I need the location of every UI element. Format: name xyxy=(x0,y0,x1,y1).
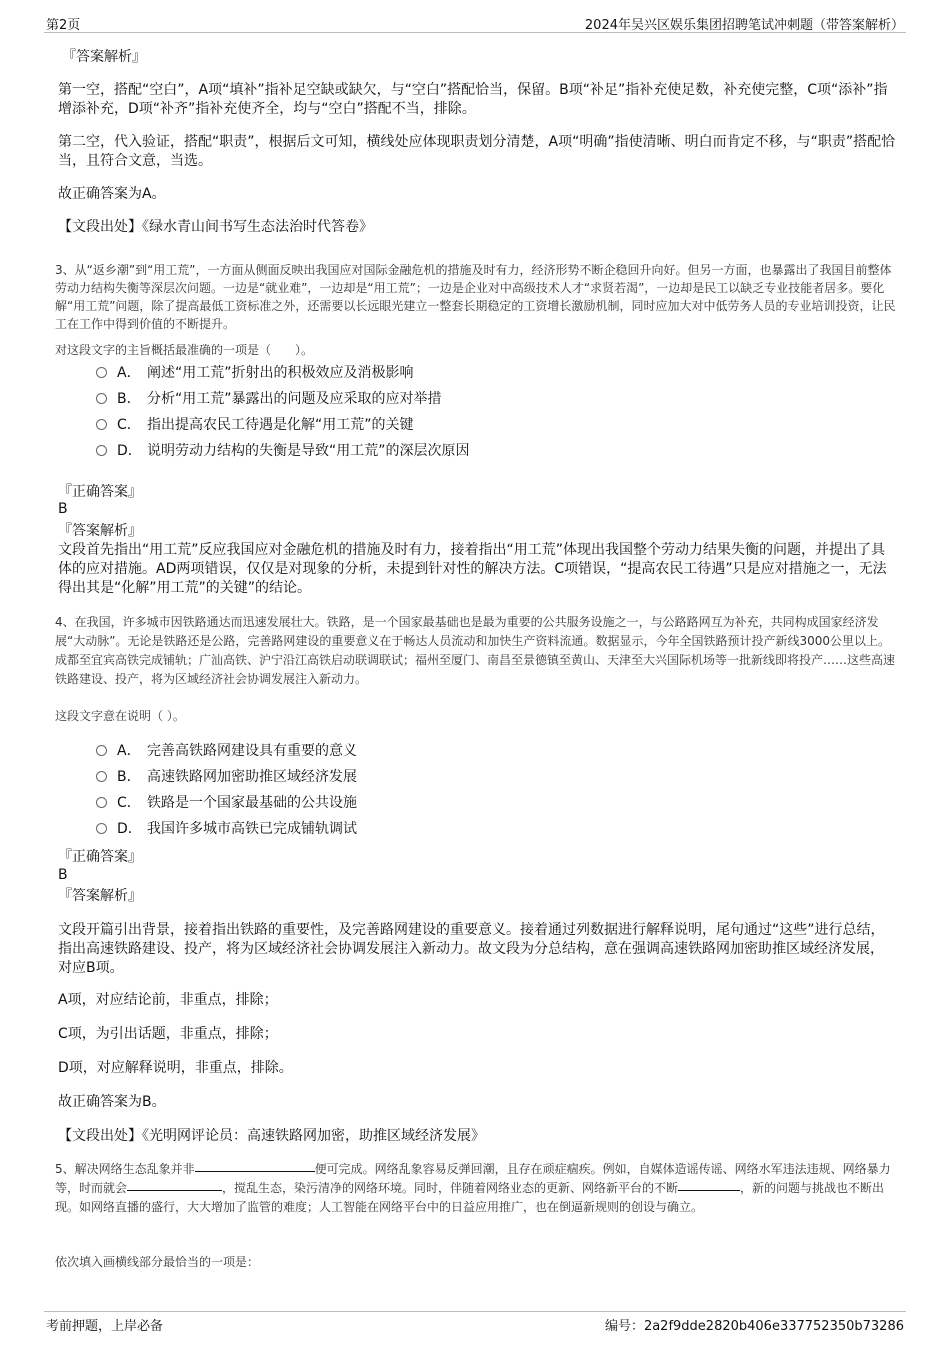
page-number: 第2页 xyxy=(46,18,81,33)
q2-source: 【文段出处】《绿水青山间书写生态法治时代答卷》 xyxy=(58,219,373,235)
q2-conclusion: 故正确答案为A。 xyxy=(58,186,166,202)
radio-icon[interactable] xyxy=(96,797,107,808)
q2-analysis-label: 『答案解析』 xyxy=(62,49,146,65)
page-footer xyxy=(44,1311,906,1334)
q3-option-d[interactable]: D． 说明劳动力结构的失衡是导致“用工荒”的深层次原因 xyxy=(96,441,470,461)
radio-icon[interactable] xyxy=(96,745,107,756)
q4-answer: B xyxy=(58,867,68,883)
q4-option-b[interactable]: B． 高速铁路网加密助推区域经济发展 xyxy=(96,767,357,787)
document-title: 2024年吴兴区娱乐集团招聘笔试冲刺题（带答案解析） xyxy=(584,18,904,33)
q4-answer-label: 『正确答案』 xyxy=(58,849,142,865)
q2-analysis-para-2: 第二空，代入验证，搭配“职责”，根据后文可知，横线处应体现职责划分清楚，A项“明确”指使清晰、明白而肯定不移，与“职责”搭配恰当，且符合文意，当选。 xyxy=(58,134,896,169)
q4-stem: 4、在我国，许多城市因铁路通达而迅速发展壮大。铁路，是一个国家最基础也是最为重要的公共服务设施之一，与公路路网互为补充，共同构成国家经济发展“大动脉”。无论是铁路还是公路，完善路网建设的重要意义在于畅达人员流动和加快生产资料流通。数据显示，今年全国铁路预计投产新线3000公里以上。成都至宜宾高铁完成铺轨；广汕高铁、沪宁沿江高铁启动联调联试；福州至厦门、南昌至景德镇至黄山、天津至大兴国际机场等一批新线即将投产……这些高速铁路建设、投产，将为区域经济社会协调发展注入新动力。 xyxy=(55,615,896,686)
q3-question: 对这段文字的主旨概括最准确的一项是（ ）。 xyxy=(55,343,314,357)
q4-source: 【文段出处】《光明网评论员：高速铁路网加密，助推区域经济发展》 xyxy=(58,1128,485,1144)
q3-option-c[interactable]: C． 指出提高农民工待遇是化解“用工荒”的关键 xyxy=(96,415,414,435)
radio-icon[interactable] xyxy=(96,419,107,430)
q4-option-a[interactable]: A． 完善高铁路网建设具有重要的意义 xyxy=(96,741,357,761)
q4-option-d[interactable]: D． 我国许多城市高铁已完成铺轨调试 xyxy=(96,819,357,839)
q3-analysis-label: 『答案解析』 xyxy=(58,523,142,539)
q4-a-line: A项，对应结论前，非重点，排除； xyxy=(58,992,278,1008)
q4-c-line: C项，为引出话题，非重点，排除； xyxy=(58,1026,278,1042)
page-header xyxy=(44,12,906,33)
radio-icon[interactable] xyxy=(96,771,107,782)
q3-analysis: 文段首先指出“用工荒”反应我国应对金融危机的措施及时有力，接着指出“用工荒”体现出我国整个劳动力结果失衡的问题，并提出了具体的应对措施。AD两项错误，仅仅是对现象的分析，未提到针对性的解决方法。C项错误，“提高农民工待遇”只是应对措施之一，无法得出其是“化解”用工荒”的关键”的结论。 xyxy=(58,542,887,596)
q5-blank-1 xyxy=(195,1161,315,1172)
q4-analysis-label: 『答案解析』 xyxy=(58,888,142,904)
q3-answer-label: 『正确答案』 xyxy=(58,484,142,500)
radio-icon[interactable] xyxy=(96,367,107,378)
q4-analysis: 文段开篇引出背景，接着指出铁路的重要性，及完善路网建设的重要意义。接着通过列数据进行解释说明，尾句通过“这些”进行总结，指出高速铁路建设、投产，将为区域经济社会协调发展注入新动力。故文段为分总结构，意在强调高速铁路网加密助推区域经济发展，对应B项。 xyxy=(58,922,885,976)
footer-slogan: 考前押题，上岸必备 xyxy=(46,1319,164,1334)
radio-icon[interactable] xyxy=(96,823,107,834)
q5-blank-3 xyxy=(678,1180,740,1191)
q3-option-a[interactable]: A． 阐述“用工荒”折射出的积极效应及消极影响 xyxy=(96,363,414,383)
radio-icon[interactable] xyxy=(96,393,107,404)
q4-option-c[interactable]: C． 铁路是一个国家最基础的公共设施 xyxy=(96,793,357,813)
q5-blank-2 xyxy=(127,1180,222,1191)
document-id: 编号：2a2f9dde2820b406e337752350b73286 xyxy=(604,1319,904,1334)
q4-d-line: D项，对应解释说明，非重点，排除。 xyxy=(58,1060,293,1076)
q5-stem: 5、解决网络生态乱象并非 便可完成。网络乱象容易反弹回潮，且存在顽症痼疾。例如，自媒体造谣传谣、网络水军违法违规、网络暴力等，时而就会 ，搅乱生态，染污清净的网络环境。同时，伴随着网络业态的更新、网络新平台的不断 ，新的问题与挑战也不断出现。如网络直播的盛行，大大增加了监管的难度；人工智能在网络平台中的日益应用推广，也在倒逼新规则的创设与确立。 xyxy=(55,1162,891,1214)
q3-answer: B xyxy=(58,501,68,517)
q3-option-b[interactable]: B． 分析“用工荒”暴露出的问题及应采取的应对举措 xyxy=(96,389,442,409)
radio-icon[interactable] xyxy=(96,445,107,456)
q5-question: 依次填入画横线部分最恰当的一项是： xyxy=(55,1255,260,1269)
q4-question: 这段文字意在说明（ ）。 xyxy=(55,709,185,723)
q2-analysis-para-1: 第一空，搭配“空白”，A项“填补”指补足空缺或缺欠，与“空白”搭配恰当，保留。B项“补足”指补充使足数，补充使完整，C项“添补”指增添补充，D项“补齐”指补充使齐全，均与“空白”搭配不当，排除。 xyxy=(58,82,888,117)
q3-stem: 3、从“返乡潮”到“用工荒”，一方面从侧面反映出我国应对国际金融危机的措施及时有力，经济形势不断企稳回升向好。但另一方面，也暴露出了我国目前整体劳动力结构失衡等深层次问题。一边是“就业难”，一边却是“用工荒”；一边是企业对中高级技术人才“求贤若渴”，一边却是民工以缺乏专业技能者居多。要化解“用工荒”问题，除了提高最低工资标准之外，还需要以长远眼光建立一整套长期稳定的工资增长激励机制，同时应加大对中低劳务人员的专业培训投资，让民工在工作中得到价值的不断提升。 xyxy=(55,263,896,331)
q4-conclusion: 故正确答案为B。 xyxy=(58,1094,166,1110)
